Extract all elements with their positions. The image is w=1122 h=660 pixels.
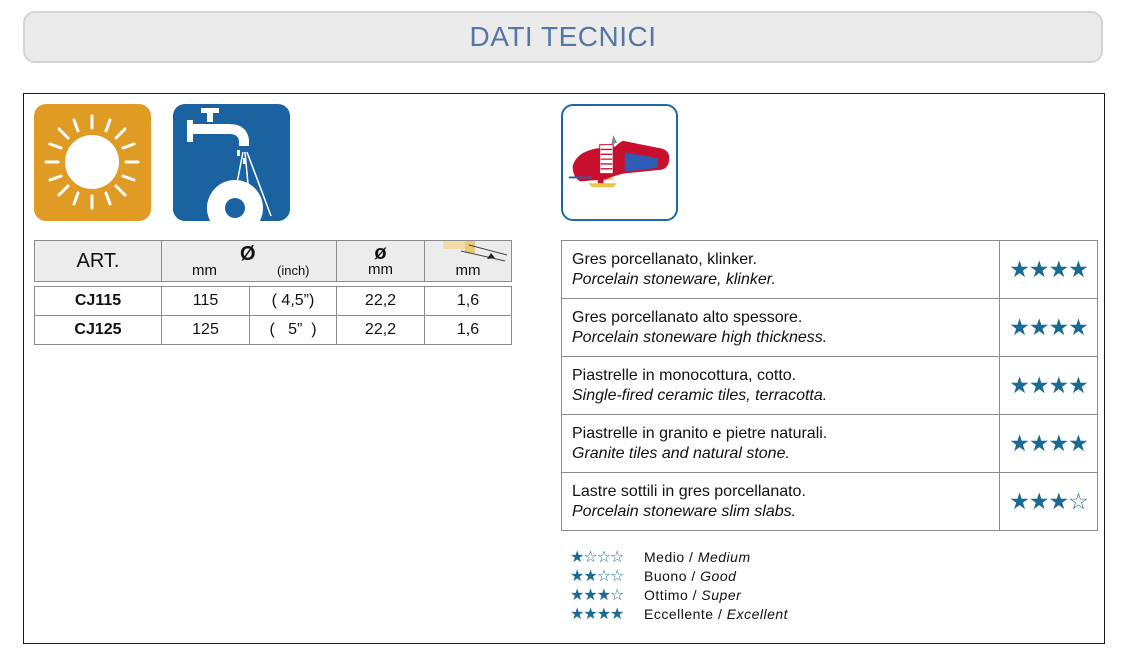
water-tap-icon — [173, 104, 290, 221]
legend-item — [570, 604, 788, 623]
diameter-mm: 125 — [162, 316, 250, 345]
diameter-header — [162, 241, 337, 282]
material-description — [562, 473, 1000, 531]
spec-table — [34, 240, 512, 345]
thickness-value: 1,6 — [425, 287, 512, 316]
rating-stars: ★★★☆ — [1000, 473, 1098, 531]
page-title: DATI TECNICI — [469, 21, 657, 52]
legend-stars: ★★☆☆ — [570, 567, 624, 585]
diameter-unit-inch: (inch) — [277, 263, 310, 278]
thickness-header — [425, 241, 512, 282]
diameter-symbol: Ø — [240, 243, 256, 265]
sun-icon — [34, 104, 151, 221]
legend-separator: / — [713, 605, 727, 622]
legend-label-it: Medio — [644, 548, 685, 565]
legend-label-it: Eccellente — [644, 605, 714, 622]
material-description — [562, 357, 1000, 415]
material-row — [562, 299, 1098, 357]
material-name-it: Piastrelle in granito e pietre naturali. — [572, 424, 828, 442]
bore-value: 22,2 — [337, 287, 425, 316]
material-description — [562, 241, 1000, 299]
rating-stars: ★★★★ — [1000, 357, 1098, 415]
legend-label-en: Medium — [697, 548, 751, 565]
angle-grinder-icon — [561, 104, 678, 221]
rating-stars: ★★★★ — [1000, 415, 1098, 473]
technical-data-panel — [23, 93, 1105, 644]
art-code: CJ125 — [35, 316, 162, 345]
rating-legend — [570, 547, 788, 623]
legend-label-it: Buono — [644, 567, 687, 584]
material-description — [562, 415, 1000, 473]
table-row — [35, 316, 512, 345]
material-name-en: Porcelain stoneware high thickness. — [572, 328, 828, 346]
bore-unit: mm — [368, 261, 393, 278]
table-row — [35, 287, 512, 316]
legend-label-en: Excellent — [726, 605, 789, 622]
legend-item — [570, 547, 788, 566]
legend-stars: ★☆☆☆ — [570, 548, 624, 566]
thickness-unit: mm — [455, 262, 481, 279]
art-code: CJ115 — [35, 287, 162, 316]
art-header: ART. — [35, 241, 162, 282]
material-name-it: Piastrelle in monocottura, cotto. — [572, 366, 797, 384]
legend-separator: / — [688, 586, 702, 603]
bore-value: 22,2 — [337, 316, 425, 345]
diameter-inch: ( 4,5”) — [250, 287, 337, 316]
material-row — [562, 473, 1098, 531]
legend-stars: ★★★☆ — [570, 586, 624, 604]
spec-table-header — [35, 241, 512, 282]
legend-label-it: Ottimo — [644, 586, 689, 603]
diameter-inch: ( 5” ) — [250, 316, 337, 345]
material-name-en: Porcelain stoneware slim slabs. — [572, 502, 797, 520]
material-name-en: Single-fired ceramic tiles, terracotta. — [572, 386, 828, 404]
legend-separator: / — [684, 548, 698, 565]
thickness-value: 1,6 — [425, 316, 512, 345]
material-description — [562, 299, 1000, 357]
header-bar — [23, 11, 1103, 63]
material-row — [562, 357, 1098, 415]
material-name-it: Lastre sottili in gres porcellanato. — [572, 482, 806, 500]
legend-stars: ★★★★ — [570, 605, 624, 623]
legend-label-en: Good — [700, 567, 737, 584]
legend-item — [570, 585, 788, 604]
material-row — [562, 415, 1098, 473]
material-row — [562, 241, 1098, 299]
legend-item — [570, 566, 788, 585]
legend-label-en: Super — [701, 586, 742, 603]
material-name-en: Granite tiles and natural stone. — [572, 444, 790, 462]
diameter-mm: 115 — [162, 287, 250, 316]
material-name-it: Gres porcellanato, klinker. — [572, 250, 757, 268]
materials-table — [561, 240, 1098, 531]
rating-stars: ★★★★ — [1000, 299, 1098, 357]
diameter-unit-mm: mm — [192, 262, 217, 279]
bore-symbol: ø — [374, 242, 387, 264]
material-name-en: Porcelain stoneware, klinker. — [572, 270, 776, 288]
material-name-it: Gres porcellanato alto spessore. — [572, 308, 803, 326]
legend-separator: / — [686, 567, 701, 584]
bore-header — [337, 241, 425, 282]
rating-stars: ★★★★ — [1000, 241, 1098, 299]
